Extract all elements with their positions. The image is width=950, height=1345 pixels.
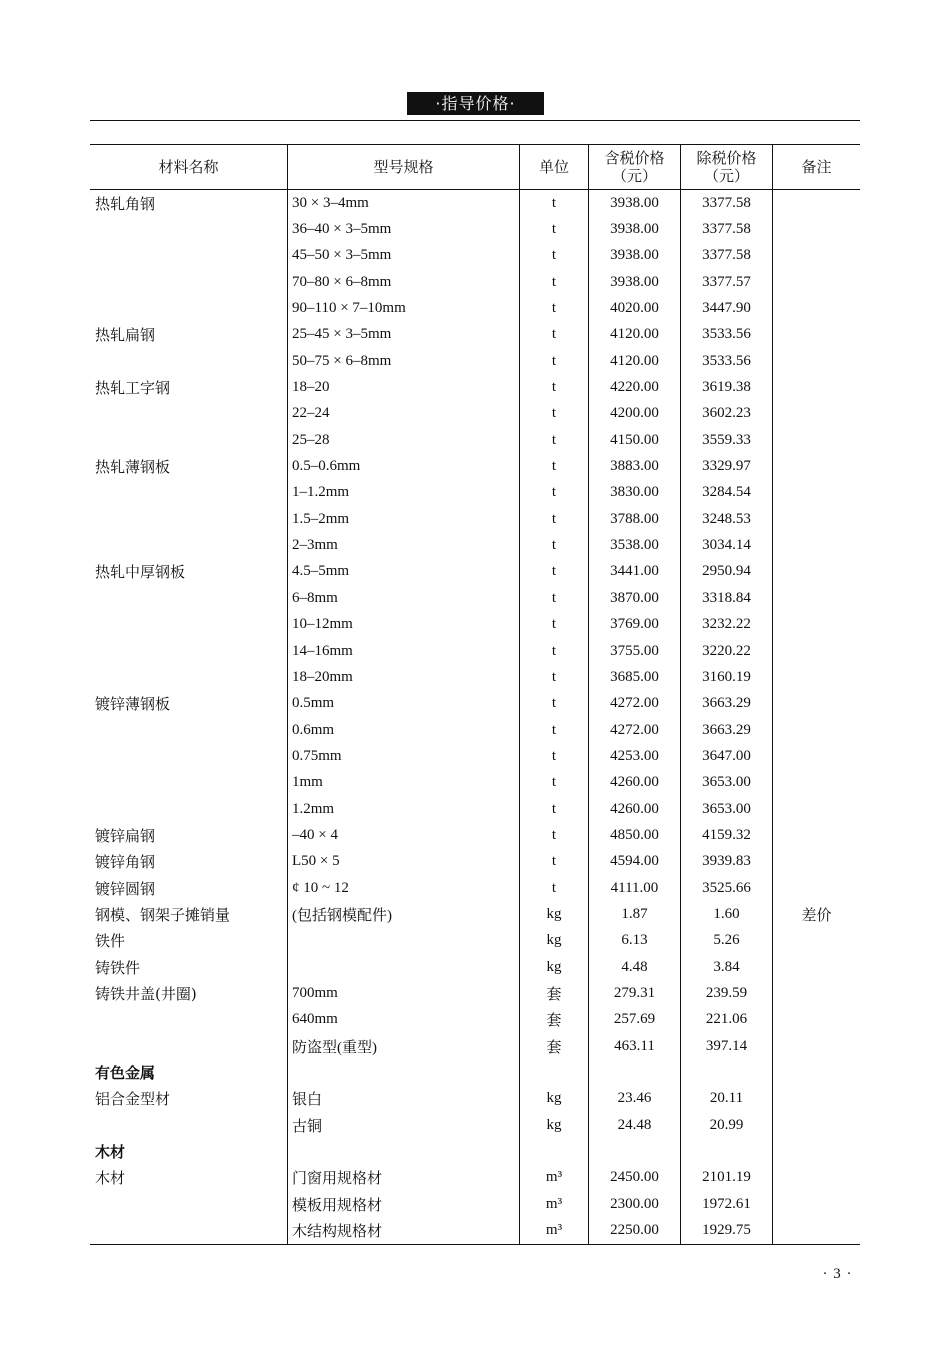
remark-cell <box>773 453 861 479</box>
remark-cell <box>773 638 861 664</box>
unit-cell: 套 <box>520 1033 589 1059</box>
tax-price-cell: 1.87 <box>589 901 681 927</box>
material-name-cell: 钢模、钢架子摊销量 <box>90 901 288 927</box>
tax-price-cell: 4850.00 <box>589 822 681 848</box>
material-name-cell: 镀锌薄钢板 <box>90 691 288 717</box>
tax-price-cell: 6.13 <box>589 928 681 954</box>
spec-cell: 2–3mm <box>288 532 520 558</box>
notax-price-cell: 2101.19 <box>681 1165 773 1191</box>
table-row <box>90 427 860 453</box>
tax-price-cell: 3755.00 <box>589 638 681 664</box>
unit-cell: t <box>520 322 589 348</box>
remark-cell <box>773 1217 861 1244</box>
unit-cell: 套 <box>520 1007 589 1033</box>
notax-price-cell: 3939.83 <box>681 849 773 875</box>
table-row <box>90 401 860 427</box>
material-name-cell <box>90 585 288 611</box>
tax-price-cell: 3883.00 <box>589 453 681 479</box>
remark-cell <box>773 1112 861 1138</box>
unit-cell: kg <box>520 1112 589 1138</box>
unit-cell: m³ <box>520 1165 589 1191</box>
unit-cell: t <box>520 243 589 269</box>
material-name-cell: 热轧工字钢 <box>90 374 288 400</box>
material-name-cell <box>90 1007 288 1033</box>
tax-price-cell: 4272.00 <box>589 717 681 743</box>
tax-price-cell: 2300.00 <box>589 1191 681 1217</box>
unit-cell: t <box>520 875 589 901</box>
notax-price-cell: 3647.00 <box>681 743 773 769</box>
notax-price-cell: 3533.56 <box>681 322 773 348</box>
spec-cell: 25–45 × 3–5mm <box>288 322 520 348</box>
unit-cell: t <box>520 401 589 427</box>
spec-cell: 银白 <box>288 1086 520 1112</box>
unit-cell: t <box>520 743 589 769</box>
notax-price-cell: 3377.58 <box>681 243 773 269</box>
remark-cell: 差价 <box>801 907 832 924</box>
table-row <box>90 1033 860 1059</box>
material-name-cell <box>90 480 288 506</box>
notax-price-cell: 5.26 <box>681 928 773 954</box>
tax-price-cell: 279.31 <box>589 980 681 1006</box>
category-label: 木材 <box>90 1138 288 1164</box>
spec-cell: 1.5–2mm <box>288 506 520 532</box>
tax-price-cell: 4594.00 <box>589 849 681 875</box>
category-row <box>90 1059 860 1085</box>
tax-price-cell: 2450.00 <box>589 1165 681 1191</box>
spec-cell: 木结构规格材 <box>288 1217 520 1244</box>
material-name-cell: 热轧扁钢 <box>90 322 288 348</box>
tax-price-cell: 4111.00 <box>589 875 681 901</box>
unit-cell: t <box>520 849 589 875</box>
tax-price-cell: 23.46 <box>589 1086 681 1112</box>
notax-price-cell: 221.06 <box>681 1007 773 1033</box>
material-name-cell: 铸铁井盖(井圈) <box>90 980 288 1006</box>
column-header-notax-price: 除税价格 （元） <box>681 145 773 190</box>
table-row <box>90 243 860 269</box>
spec-cell: 0.5mm <box>288 691 520 717</box>
spec-cell <box>288 1059 520 1085</box>
remark-cell <box>773 269 861 295</box>
notax-price-cell <box>681 1059 773 1085</box>
material-name-cell <box>90 427 288 453</box>
notax-price-cell: 239.59 <box>681 980 773 1006</box>
material-name-cell: 铸铁件 <box>90 954 288 980</box>
spec-cell: 模板用规格材 <box>288 1191 520 1217</box>
notax-price-cell: 3619.38 <box>681 374 773 400</box>
material-name-cell <box>90 506 288 532</box>
table-row <box>90 480 860 506</box>
spec-cell: 90–110 × 7–10mm <box>288 295 520 321</box>
notax-price-cell: 3533.56 <box>681 348 773 374</box>
unit-cell: kg <box>520 928 589 954</box>
unit-cell: 套 <box>520 980 589 1006</box>
remark-cell <box>773 401 861 427</box>
unit-cell: t <box>520 480 589 506</box>
table-row <box>90 1191 860 1217</box>
notax-price-cell: 3329.97 <box>681 453 773 479</box>
unit-cell: t <box>520 269 589 295</box>
tax-price-cell: 4260.00 <box>589 770 681 796</box>
table-row <box>90 638 860 664</box>
notax-price-cell: 3377.58 <box>681 216 773 242</box>
unit-cell <box>520 1138 589 1164</box>
material-name-cell <box>90 532 288 558</box>
notax-price-cell: 1972.61 <box>681 1191 773 1217</box>
remark-cell <box>773 743 861 769</box>
notax-price-cell <box>681 1138 773 1164</box>
remark-cell <box>773 980 861 1006</box>
table-row <box>90 770 860 796</box>
table-row <box>90 532 860 558</box>
spec-cell: 14–16mm <box>288 638 520 664</box>
unit-cell: t <box>520 190 589 217</box>
remark-cell <box>773 295 861 321</box>
unit-cell: t <box>520 216 589 242</box>
spec-cell: –40 × 4 <box>288 822 520 848</box>
tax-price-cell: 257.69 <box>589 1007 681 1033</box>
unit-cell: t <box>520 796 589 822</box>
remark-cell <box>773 427 861 453</box>
remark-cell <box>773 875 861 901</box>
material-name-cell <box>90 401 288 427</box>
remark-cell <box>773 664 861 690</box>
remark-cell <box>773 822 861 848</box>
spec-cell: 50–75 × 6–8mm <box>288 348 520 374</box>
tax-price-cell: 3938.00 <box>589 190 681 217</box>
material-name-cell <box>90 664 288 690</box>
remark-cell <box>773 1191 861 1217</box>
spec-cell: 4.5–5mm <box>288 559 520 585</box>
material-name-cell <box>90 717 288 743</box>
spec-cell: 640mm <box>288 1007 520 1033</box>
spec-cell: 700mm <box>288 980 520 1006</box>
tax-price-cell: 3441.00 <box>589 559 681 585</box>
notax-price-cell: 3232.22 <box>681 612 773 638</box>
tax-price-cell: 4120.00 <box>589 322 681 348</box>
material-name-cell <box>90 243 288 269</box>
tax-price-cell: 4260.00 <box>589 796 681 822</box>
remark-cell <box>773 374 861 400</box>
notax-price-cell: 20.11 <box>681 1086 773 1112</box>
material-name-cell <box>90 1191 288 1217</box>
material-name-cell <box>90 743 288 769</box>
remark-cell <box>773 190 861 217</box>
table-row <box>90 216 860 242</box>
material-name-cell <box>90 1217 288 1244</box>
tax-price-cell: 4220.00 <box>589 374 681 400</box>
table-row <box>90 1007 860 1033</box>
spec-cell <box>288 954 520 980</box>
notax-price-cell: 3034.14 <box>681 532 773 558</box>
unit-cell: kg <box>520 1086 589 1112</box>
header-rule <box>90 120 860 121</box>
notax-price-cell: 3160.19 <box>681 664 773 690</box>
unit-cell: t <box>520 822 589 848</box>
table-row <box>90 664 860 690</box>
tax-price-cell <box>589 1059 681 1085</box>
table-row <box>90 875 860 901</box>
column-header-name: 材料名称 <box>90 145 288 190</box>
spec-cell: ¢ 10 ~ 12 <box>288 875 520 901</box>
unit-cell: m³ <box>520 1217 589 1244</box>
tax-price-cell: 4272.00 <box>589 691 681 717</box>
notax-price-cell: 3377.57 <box>681 269 773 295</box>
tax-price-cell: 3685.00 <box>589 664 681 690</box>
spec-cell: 45–50 × 3–5mm <box>288 243 520 269</box>
remark-cell <box>773 691 861 717</box>
material-name-cell <box>90 796 288 822</box>
notax-price-cell: 3.84 <box>681 954 773 980</box>
table-body <box>90 190 860 1245</box>
table-row <box>90 743 860 769</box>
tax-price-cell: 4020.00 <box>589 295 681 321</box>
remark-cell <box>773 1007 861 1033</box>
notax-price-cell: 3284.54 <box>681 480 773 506</box>
table-row <box>90 585 860 611</box>
tax-price-cell: 3938.00 <box>589 243 681 269</box>
material-name-cell: 热轧角钢 <box>90 190 288 217</box>
material-name-cell: 热轧中厚钢板 <box>90 559 288 585</box>
page-number: · 3 · <box>822 1266 853 1282</box>
tax-price-cell: 3870.00 <box>589 585 681 611</box>
notax-price-cell: 1929.75 <box>681 1217 773 1244</box>
material-name-cell <box>90 295 288 321</box>
spec-cell: 36–40 × 3–5mm <box>288 216 520 242</box>
material-name-cell: 木材 <box>90 1165 288 1191</box>
spec-cell: 10–12mm <box>288 612 520 638</box>
column-header-unit: 单位 <box>520 145 589 190</box>
remark-cell <box>773 1086 861 1112</box>
price-table <box>90 144 860 1245</box>
remark-cell <box>773 216 861 242</box>
tax-price-cell: 4253.00 <box>589 743 681 769</box>
spec-cell: 门窗用规格材 <box>288 1165 520 1191</box>
unit-cell: kg <box>520 901 589 927</box>
tax-price-cell: 3938.00 <box>589 269 681 295</box>
unit-cell: t <box>520 506 589 532</box>
unit-cell: t <box>520 691 589 717</box>
notax-price-cell: 3248.53 <box>681 506 773 532</box>
material-name-cell: 铁件 <box>90 928 288 954</box>
remark-cell <box>773 849 861 875</box>
unit-cell: t <box>520 638 589 664</box>
spec-cell: 0.6mm <box>288 717 520 743</box>
table-row <box>90 295 860 321</box>
tax-price-cell: 4120.00 <box>589 348 681 374</box>
table-row <box>90 1112 860 1138</box>
remark-cell <box>773 559 861 585</box>
material-name-cell <box>90 1033 288 1059</box>
table-row <box>90 691 860 717</box>
table-row <box>90 1086 860 1112</box>
column-header-tax-price: 含税价格 （元） <box>589 145 681 190</box>
notax-price-cell: 1.60 <box>681 901 773 927</box>
remark-cell <box>773 770 861 796</box>
table-row <box>90 453 860 479</box>
table-header-row <box>90 145 860 190</box>
table-row <box>90 954 860 980</box>
material-name-cell <box>90 269 288 295</box>
spec-cell: 18–20 <box>288 374 520 400</box>
column-header-spec: 型号规格 <box>288 145 520 190</box>
table-row <box>90 980 860 1006</box>
spec-cell: 1.2mm <box>288 796 520 822</box>
remark-cell <box>773 954 861 980</box>
unit-cell: t <box>520 532 589 558</box>
material-name-cell <box>90 770 288 796</box>
notax-price-cell: 3447.90 <box>681 295 773 321</box>
material-name-cell <box>90 612 288 638</box>
table-row <box>90 559 860 585</box>
table-row <box>90 506 860 532</box>
unit-cell: m³ <box>520 1191 589 1217</box>
notax-price-cell: 20.99 <box>681 1112 773 1138</box>
remark-cell <box>773 796 861 822</box>
material-name-cell: 镀锌扁钢 <box>90 822 288 848</box>
remark-cell <box>773 1138 861 1164</box>
spec-cell <box>288 928 520 954</box>
category-label: 有色金属 <box>90 1059 288 1085</box>
tax-price-cell: 4.48 <box>589 954 681 980</box>
table-row <box>90 190 860 217</box>
spec-cell: 6–8mm <box>288 585 520 611</box>
tax-price-cell: 24.48 <box>589 1112 681 1138</box>
remark-cell <box>773 928 861 954</box>
spec-cell: 22–24 <box>288 401 520 427</box>
tax-price-cell: 463.11 <box>589 1033 681 1059</box>
material-name-cell <box>90 1112 288 1138</box>
tax-price-cell: 3538.00 <box>589 532 681 558</box>
material-name-cell: 镀锌角钢 <box>90 849 288 875</box>
table-row <box>90 901 860 927</box>
remark-cell <box>773 1033 861 1059</box>
remark-cell <box>773 243 861 269</box>
material-name-cell: 镀锌圆钢 <box>90 875 288 901</box>
unit-cell: t <box>520 585 589 611</box>
table-row <box>90 796 860 822</box>
notax-price-cell: 3663.29 <box>681 691 773 717</box>
unit-cell: t <box>520 427 589 453</box>
unit-cell: t <box>520 295 589 321</box>
category-row <box>90 1138 860 1164</box>
notax-price-cell: 3377.58 <box>681 190 773 217</box>
unit-cell: t <box>520 770 589 796</box>
remark-cell <box>773 480 861 506</box>
tax-price-cell: 3769.00 <box>589 612 681 638</box>
unit-cell: t <box>520 612 589 638</box>
tax-price-cell <box>589 1138 681 1164</box>
section-title: ·指导价格· <box>407 92 544 115</box>
spec-cell: 30 × 3–4mm <box>288 190 520 217</box>
spec-cell: 1mm <box>288 770 520 796</box>
spec-cell: L50 × 5 <box>288 849 520 875</box>
notax-price-cell: 3318.84 <box>681 585 773 611</box>
column-header-remark: 备注 <box>773 145 861 190</box>
table-row <box>90 1165 860 1191</box>
notax-price-cell: 3220.22 <box>681 638 773 664</box>
tax-price-cell: 3788.00 <box>589 506 681 532</box>
table-row <box>90 374 860 400</box>
unit-cell: t <box>520 559 589 585</box>
remark-cell <box>773 612 861 638</box>
tax-price-cell: 4200.00 <box>589 401 681 427</box>
unit-cell: t <box>520 717 589 743</box>
notax-price-cell: 2950.94 <box>681 559 773 585</box>
table-row <box>90 348 860 374</box>
unit-cell: t <box>520 453 589 479</box>
remark-cell <box>773 1059 861 1085</box>
notax-price-cell: 3663.29 <box>681 717 773 743</box>
tax-price-cell: 3830.00 <box>589 480 681 506</box>
spec-cell: 0.5–0.6mm <box>288 453 520 479</box>
notax-price-cell: 3559.33 <box>681 427 773 453</box>
unit-cell <box>520 1059 589 1085</box>
remark-cell <box>773 322 861 348</box>
spec-cell: 18–20mm <box>288 664 520 690</box>
remark-cell <box>773 506 861 532</box>
notax-price-cell: 3602.23 <box>681 401 773 427</box>
table-row <box>90 849 860 875</box>
table-row <box>90 322 860 348</box>
notax-price-cell: 3653.00 <box>681 796 773 822</box>
table-row <box>90 269 860 295</box>
remark-cell <box>773 348 861 374</box>
remark-cell <box>773 717 861 743</box>
material-name-cell <box>90 216 288 242</box>
material-name-cell <box>90 348 288 374</box>
spec-cell <box>288 1138 520 1164</box>
material-name-cell <box>90 638 288 664</box>
spec-cell: 25–28 <box>288 427 520 453</box>
remark-cell <box>773 585 861 611</box>
material-name-cell: 热轧薄钢板 <box>90 453 288 479</box>
spec-cell: 防盗型(重型) <box>288 1033 520 1059</box>
remark-cell <box>773 1165 861 1191</box>
spec-cell: 古铜 <box>288 1112 520 1138</box>
remark-cell <box>773 532 861 558</box>
material-name-cell: 铝合金型材 <box>90 1086 288 1112</box>
notax-price-cell: 4159.32 <box>681 822 773 848</box>
tax-price-cell: 3938.00 <box>589 216 681 242</box>
spec-cell: (包括钢模配件) <box>288 901 520 927</box>
notax-price-cell: 3653.00 <box>681 770 773 796</box>
table-row <box>90 1217 860 1244</box>
tax-price-cell: 4150.00 <box>589 427 681 453</box>
notax-price-cell: 397.14 <box>681 1033 773 1059</box>
spec-cell: 0.75mm <box>288 743 520 769</box>
table-row <box>90 822 860 848</box>
unit-cell: t <box>520 374 589 400</box>
table-row <box>90 612 860 638</box>
table-row <box>90 928 860 954</box>
notax-price-cell: 3525.66 <box>681 875 773 901</box>
tax-price-cell: 2250.00 <box>589 1217 681 1244</box>
spec-cell: 1–1.2mm <box>288 480 520 506</box>
spec-cell: 70–80 × 6–8mm <box>288 269 520 295</box>
table-row <box>90 717 860 743</box>
unit-cell: t <box>520 348 589 374</box>
unit-cell: t <box>520 664 589 690</box>
unit-cell: kg <box>520 954 589 980</box>
